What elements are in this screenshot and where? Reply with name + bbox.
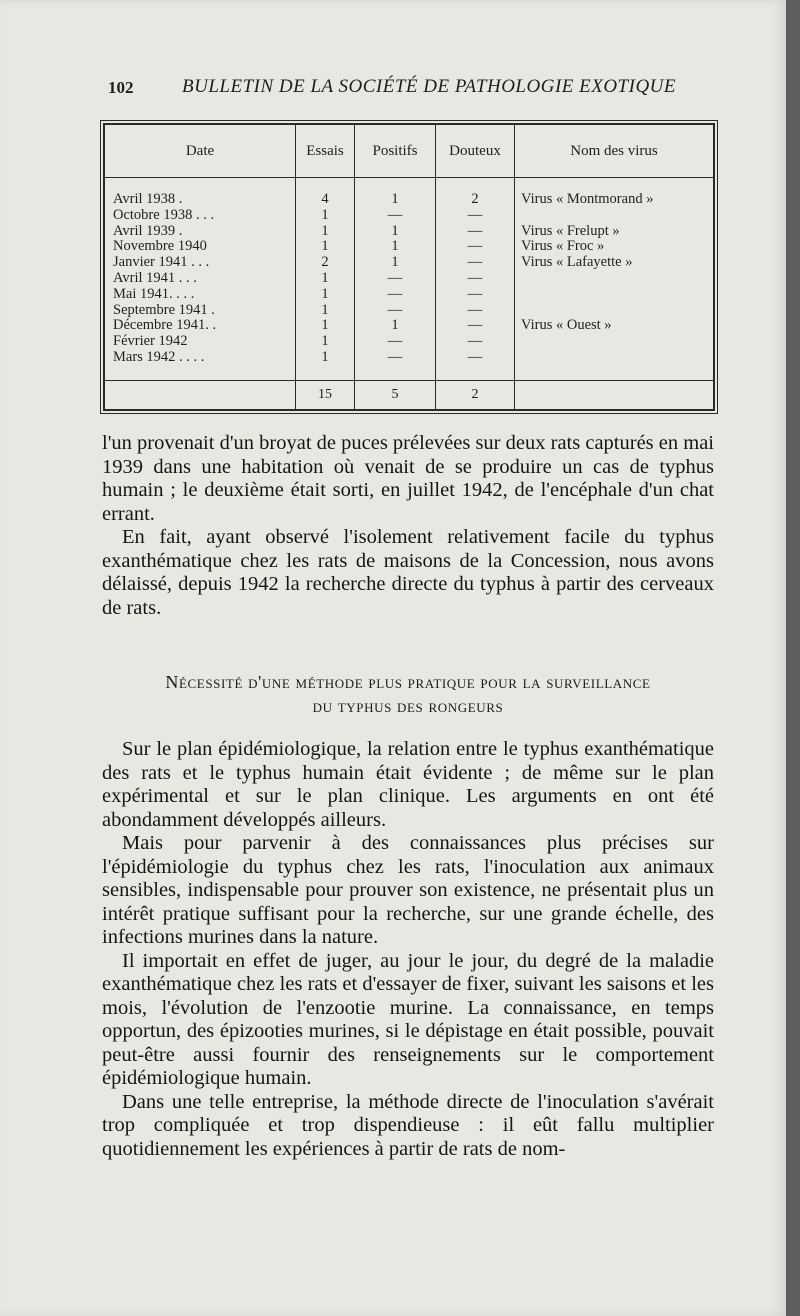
essais-value: 1 (321, 301, 329, 318)
douteux-value: — (467, 222, 483, 239)
virus-name: Virus « Lafayette » (521, 254, 633, 271)
essais-value: 1 (321, 269, 329, 286)
paragraph-3: Sur le plan épidémiologique, la relation entre le typhus exanthématique des rats et le typhus humain était évidente ; de même sur le plan expérimental et sur le plan clinique. Les arguments en ont été abondamment développés ailleurs. (102, 738, 714, 831)
essais-value: 1 (321, 333, 329, 350)
date-entry: Novembre 1940 (113, 238, 207, 255)
date-entry: Décembre 1941. . (113, 317, 217, 334)
total-date-blank (105, 381, 296, 410)
date-entry: Février 1942 (113, 333, 188, 350)
positifs-value: 1 (391, 238, 399, 255)
douteux-column (436, 178, 515, 381)
virus-name (521, 334, 713, 350)
douteux-value: — (467, 254, 483, 271)
essais-column (296, 178, 355, 381)
virus-name (521, 287, 713, 303)
paragraph-1: l'un provenait d'un broyat de puces prélevées sur deux rats capturés en mai 1939 dans une habitation où venait de se produire un cas de typhus humain ; le deuxième était sorti, en juillet 1942, de l'encéphale d'un chat errant. (102, 432, 714, 525)
positifs-value: — (387, 285, 403, 302)
date-entry: Avril 1939 . (113, 222, 183, 239)
virus-name: Virus « Frelupt » (521, 222, 620, 239)
positifs-value: — (387, 333, 403, 350)
essais-value: 2 (321, 254, 329, 271)
section-heading (102, 670, 714, 718)
running-title: BULLETIN DE LA SOCIÉTÉ DE PATHOLOGIE EXOTIQUE (182, 76, 677, 97)
text-block-main (102, 738, 714, 1161)
date-column (105, 178, 296, 381)
douteux-value: — (467, 301, 483, 318)
positifs-value: — (387, 206, 403, 223)
header-virus: Nom des virus (515, 125, 714, 178)
essais-value: 1 (321, 206, 329, 223)
positifs-value: — (387, 269, 403, 286)
essais-value: 1 (321, 238, 329, 255)
essais-value: 1 (321, 348, 329, 365)
paragraph-4: Mais pour parvenir à des connaissances plus précises sur l'épidémiologie du typhus chez les rats, l'inoculation aux animaux sensibles, indispensable pour prouver son existence, ne présentait plus un intérêt pratique suffisant pour la recherche, sur une grande échelle, des infections murines dans la nature. (102, 832, 714, 948)
date-entry: Janvier 1941 . . . (113, 254, 210, 271)
page-number: 102 (108, 78, 134, 97)
essais-value: 1 (321, 317, 329, 334)
total-virus-blank (515, 381, 714, 410)
total-positifs: 5 (355, 381, 436, 410)
section-heading-line-2: du typhus des rongeurs (312, 696, 504, 716)
virus-name (521, 208, 713, 224)
douteux-value: — (467, 285, 483, 302)
paragraph-6: Dans une telle entreprise, la méthode directe de l'inoculation s'avérait trop compliquée et trop dispendieuse : il eût fallu multiplier quotidiennement les expériences à partir de rats de nom- (102, 1090, 714, 1160)
positifs-value: 1 (391, 254, 399, 271)
douteux-value: — (467, 238, 483, 255)
virus-name (521, 303, 713, 319)
douteux-value: — (467, 333, 483, 350)
page-header (108, 70, 708, 110)
douteux-value: — (467, 269, 483, 286)
douteux-value: 2 (471, 191, 479, 207)
positifs-column (355, 178, 436, 381)
positifs-value: 1 (391, 317, 399, 334)
page-edge-shadow (786, 0, 800, 1316)
positifs-value: — (387, 348, 403, 365)
totals-row (105, 381, 713, 410)
table-body-row (105, 178, 713, 381)
table-header-row (105, 125, 713, 178)
date-entry: Septembre 1941 . (113, 301, 215, 318)
date-entry: Octobre 1938 . . . (113, 206, 215, 223)
virus-name (521, 271, 713, 287)
essais-value: 1 (321, 285, 329, 302)
date-entry: Avril 1938 . (113, 191, 183, 207)
header-douteux: Douteux (436, 125, 515, 178)
header-essais: Essais (296, 125, 355, 178)
virus-name: Virus « Montmorand » (521, 191, 654, 207)
date-entry: Mai 1941. . . . (113, 285, 195, 302)
header-date: Date (105, 125, 296, 178)
total-essais: 15 (296, 381, 355, 410)
header-positifs: Positifs (355, 125, 436, 178)
positifs-value: — (387, 301, 403, 318)
date-entry: Mars 1942 . . . . (113, 348, 205, 365)
positifs-value: 1 (391, 222, 399, 239)
section-heading-line-1: Nécessité d'une méthode plus pratique pour la surveillance (165, 672, 651, 692)
paragraph-5: Il importait en effet de juger, au jour le jour, du degré de la maladie exanthématique chez les rats et d'essayer de fixer, suivant les saisons et les mois, l'évolution de l'enzootie murine. La connaissance, en temps opportun, des épizooties murines, si le dépistage en était possible, pouvait peut-être aussi fournir des renseignements sur le comportement épidémiologique humain. (102, 949, 714, 1089)
text-block-top (102, 432, 714, 620)
virus-column (515, 178, 714, 381)
douteux-value: — (467, 348, 483, 365)
virus-name: Virus « Froc » (521, 238, 605, 255)
total-douteux: 2 (436, 381, 515, 410)
douteux-value: — (467, 317, 483, 334)
positifs-value: 1 (391, 191, 399, 207)
essais-value: 4 (321, 191, 329, 207)
date-entry: Avril 1941 . . . (113, 269, 197, 286)
virus-name (521, 350, 713, 366)
virus-name: Virus « Ouest » (521, 317, 612, 334)
essais-value: 1 (321, 222, 329, 239)
douteux-value: — (467, 206, 483, 223)
results-table (103, 123, 715, 411)
paragraph-2: En fait, ayant observé l'isolement relativement facile du typhus exanthématique chez les rats de maisons de la Concession, nous avons délaissé, depuis 1942 la recherche directe du typhus à partir des cerveaux de rats. (102, 526, 714, 619)
